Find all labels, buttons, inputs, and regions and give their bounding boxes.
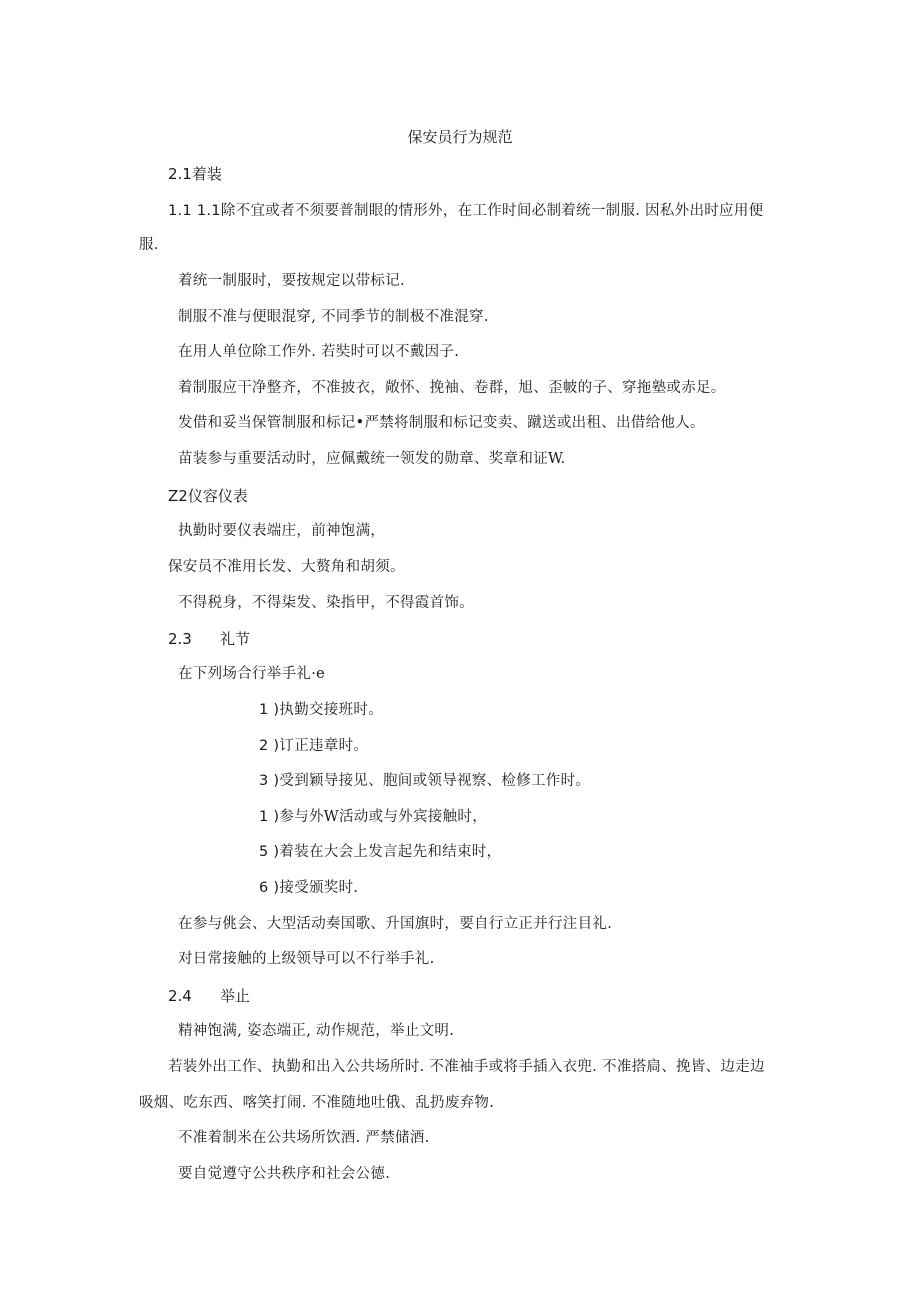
list-item: [259, 771, 590, 791]
section-number: 2.3: [168, 630, 192, 648]
paragraph: 精神饱满, 姿态端正, 动作规范，举止文明.: [178, 1023, 455, 1039]
paragraph-continuation: 服.: [139, 237, 159, 253]
section-heading-2-3: [168, 629, 250, 649]
list-number: 1 ): [259, 809, 280, 825]
section-label: 举止: [220, 987, 251, 1005]
list-number: 3 ): [259, 773, 280, 789]
paragraph: 要自觉遵守公共秩序和社会公德.: [178, 1166, 391, 1182]
list-text: 受到颖导接见、胞间或领导视察、检修工作时。: [279, 773, 591, 789]
paragraph: 着制服应干净整齐，不准披衣，敞怀、挽袖、卷群，旭、歪帔的子、穿拖塾或赤足。: [178, 380, 726, 396]
paragraph: 对日常接触的上级领导可以不行举手礼.: [178, 951, 435, 967]
paragraph: 在下列场合行举手礼·e: [178, 666, 325, 682]
list-text: 执勤交接班时。: [279, 702, 384, 718]
list-number: 6 ): [259, 880, 280, 896]
section-heading-2-2: Z2仪容仪表: [168, 487, 248, 505]
list-text: 接受颁奖时.: [279, 880, 359, 896]
paragraph: 若装外出工作、执勤和出入公共场所时. 不准袖手或将手插入衣兜. 不准搭扃、挽皆、边走边: [168, 1059, 765, 1075]
paragraph: 发借和妥当保管制服和标记•严禁将制服和标记变卖、蹴送或出租、出借给他人。: [178, 415, 705, 431]
section-number: 2.4: [168, 987, 192, 1005]
paragraph: 保安员不准用长发、大赘角和胡须。: [168, 559, 405, 575]
paragraph: 在用人单位除工作外. 若奘时可以不戴因子.: [178, 344, 460, 360]
list-item: [259, 878, 358, 898]
section-label: 礼节: [220, 630, 251, 648]
list-item: [259, 807, 487, 827]
list-item: [259, 736, 368, 756]
paragraph: 不准着制米在公共场所饮酒. 严禁储酒.: [178, 1130, 430, 1146]
list-number: 2 ): [259, 738, 280, 754]
list-text: 订正违章时。: [279, 738, 369, 754]
list-item: [259, 700, 383, 720]
document-title: 保安员行为规范: [407, 128, 513, 146]
list-number: 1 ): [259, 702, 280, 718]
paragraph: 执勤时要仪表端庄，前神饱满，: [178, 523, 386, 539]
list-item: [259, 842, 501, 862]
paragraph: 不得税身，不得柒发、染指甲，不得霞首饰。: [178, 595, 474, 611]
paragraph: 苗装参与重要活动时，应佩戴统一领发的勋章、奖章和证W.: [178, 451, 566, 467]
paragraph-2-1-1: [168, 201, 763, 221]
paragraph-text: 除不宜或者不须要普制眼的情形外，在工作时间必制着统一制服. 因私外出时应用便: [220, 203, 764, 219]
list-text: 着装在大会上发言起先和结束时，: [279, 844, 502, 860]
list-number: 5 ): [259, 844, 280, 860]
section-heading-2-4: [168, 986, 250, 1006]
paragraph-number: 1.1 1.1: [168, 203, 221, 219]
paragraph-continuation: 吸烟、吃东西、喀笑打闹. 不准随地吐俄、乱扔废弃物.: [139, 1095, 495, 1111]
list-text: 参与外W活动或与外宾接触时，: [279, 809, 488, 825]
paragraph: 在参与佻会、大型活动奏国歌、升国旗时，要自行立正并行注目礼.: [178, 916, 613, 932]
section-heading-2-1: 2.1着装: [168, 165, 222, 183]
paragraph: 着统一制服时，要按规定以带标记.: [178, 273, 405, 289]
paragraph: 制服不准与便眼混穿, 不同季节的制极不准混穿.: [178, 309, 489, 325]
